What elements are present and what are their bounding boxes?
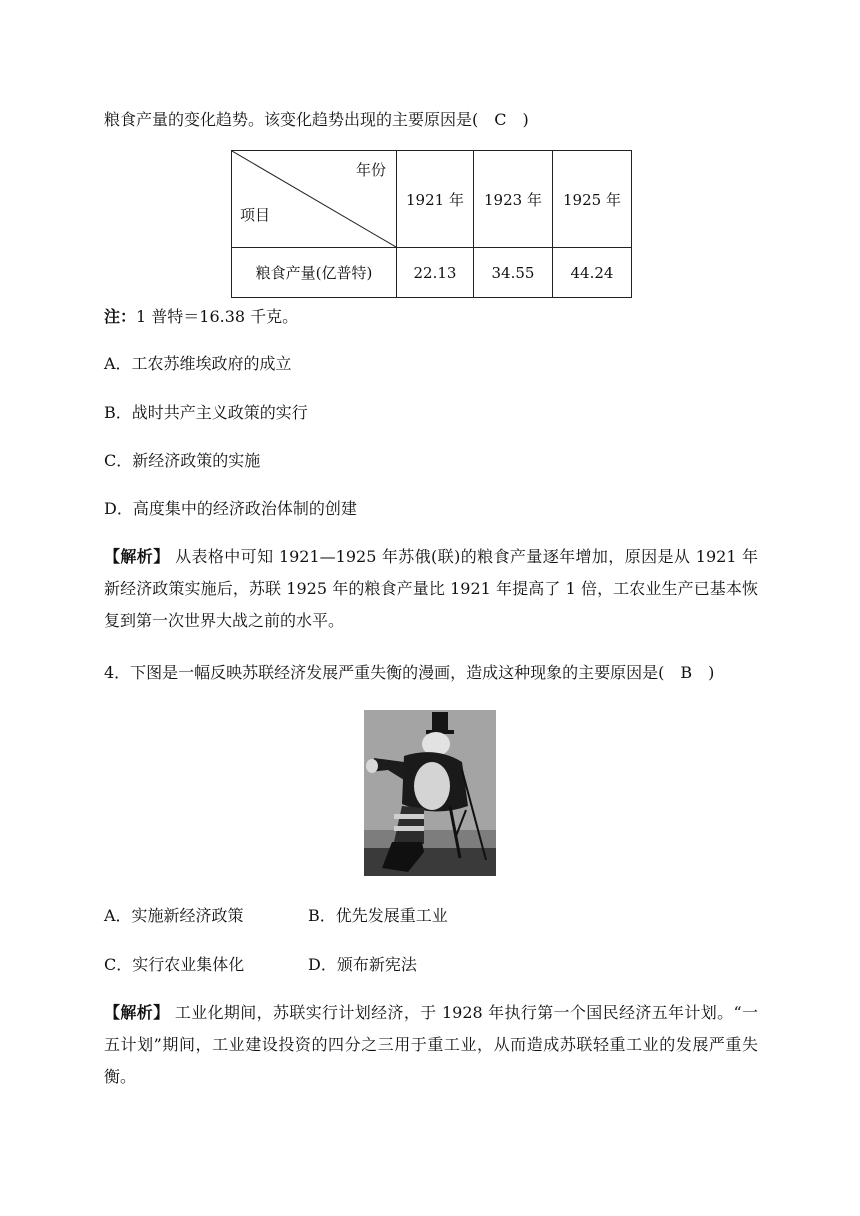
question-4-analysis bbox=[104, 997, 758, 1093]
option-c: C．新经济政策的实施 bbox=[104, 451, 261, 470]
table-year-header: 1923 年 bbox=[474, 151, 553, 248]
header-item-label: 项目 bbox=[240, 206, 271, 224]
q4-option-a: A．实施新经济政策 bbox=[104, 906, 244, 925]
header-year-label: 年份 bbox=[355, 161, 386, 179]
table-year-header: 1921 年 bbox=[397, 151, 474, 248]
table-row-label: 粮食产量(亿普特) bbox=[232, 248, 397, 298]
table-cell: 34.55 bbox=[474, 248, 553, 298]
analysis-text: 工业化期间，苏联实行计划经济，于 1928 年执行第一个国民经济五年计划。“一五计划”期间，工业建设投资的四分之三用于重工业，从而造成苏联轻重工业的发展严重失衡。 bbox=[104, 1003, 758, 1086]
question-3-stem-tail: 粮食产量的变化趋势。该变化趋势出现的主要原因是( C ) bbox=[104, 110, 529, 129]
option-b: B．战时共产主义政策的实行 bbox=[104, 403, 308, 422]
option-d: D．高度集中的经济政治体制的创建 bbox=[104, 499, 357, 518]
q4-option-d: D．颁布新宪法 bbox=[308, 955, 417, 974]
question-3-analysis bbox=[104, 541, 758, 637]
table-note bbox=[104, 307, 298, 327]
soviet-economy-cartoon-image bbox=[364, 710, 496, 876]
table-cell: 22.13 bbox=[397, 248, 474, 298]
option-a: A．工农苏维埃政府的成立 bbox=[104, 354, 292, 373]
table-year-header: 1925 年 bbox=[553, 151, 632, 248]
q4-option-b: B．优先发展重工业 bbox=[308, 906, 448, 925]
q4-option-c: C．实行农业集体化 bbox=[104, 955, 245, 974]
table-header-diagonal-cell bbox=[232, 151, 397, 248]
note-text: 1 普特＝16.38 千克。 bbox=[136, 307, 299, 326]
analysis-label: 【解析】 bbox=[104, 1003, 170, 1022]
question-4-stem: 4．下图是一幅反映苏联经济发展严重失衡的漫画，造成这种现象的主要原因是( B ) bbox=[104, 663, 715, 682]
analysis-text: 从表格中可知 1921—1925 年苏俄(联)的粮食产量逐年增加，原因是从 1921 年新经济政策实施后，苏联 1925 年的粮食产量比 1921 年提高了 1 倍，工农业生产已基本恢复到第一次世界大战之前的水平。 bbox=[104, 547, 758, 630]
grain-production-table bbox=[231, 150, 632, 298]
analysis-label: 【解析】 bbox=[104, 547, 170, 566]
table-cell: 44.24 bbox=[553, 248, 632, 298]
note-label: 注： bbox=[104, 307, 137, 326]
